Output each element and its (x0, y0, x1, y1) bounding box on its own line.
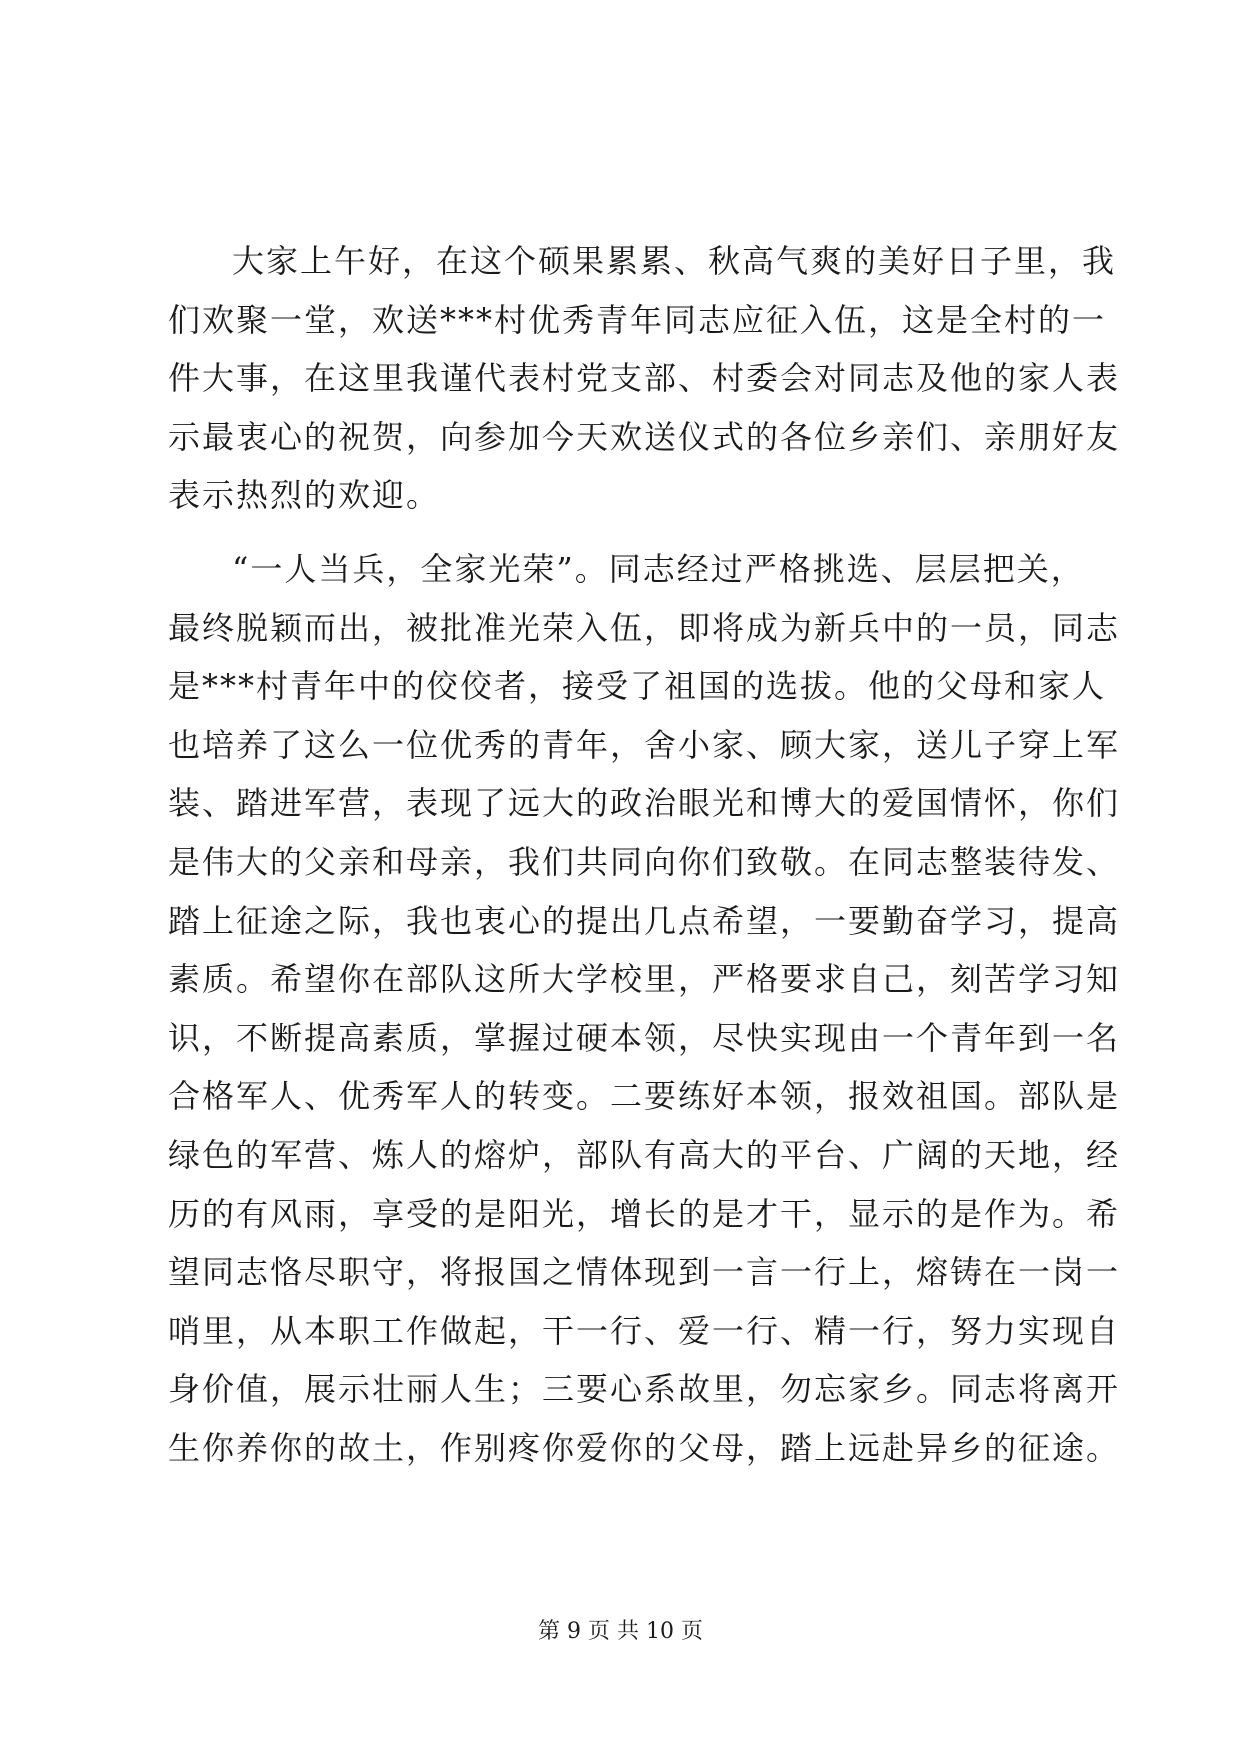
paragraph-line: 件大事，在这里我谨代表村党支部、村委会对同志及他的家人表 (168, 359, 1121, 398)
paragraph-line: “一人当兵，全家光荣”。同志经过严格挑选、层层把关， (232, 550, 1085, 588)
paragraph-2 (168, 540, 1121, 1478)
paragraph-line: 示最衷心的祝贺，向参加今天欢送仪式的各位乡亲们、亲朋好友 (168, 417, 1121, 456)
paragraph-line: 合格军人、优秀军人的转变。二要练好本领，报效祖国。部队是 (168, 1077, 1121, 1116)
paragraph-line: 装、踏进军营，表现了远大的政治眼光和博大的爱国情怀，你们 (168, 784, 1121, 823)
paragraph-line: 表示热烈的欢迎。 (168, 476, 441, 515)
page-number-footer: 第 9 页 共 10 页 (538, 1619, 703, 1644)
paragraph-line: 身价值，展示壮丽人生；三要心系故里，勿忘家乡。同志将离开 (168, 1370, 1121, 1409)
paragraph-line: 最终脱颖而出，被批准光荣入伍，即将成为新兵中的一员，同志 (168, 608, 1121, 647)
paragraph-line: 生你养你的故土，作别疼你爱你的父母，踏上远赴异乡的征途。 (168, 1428, 1121, 1467)
paragraph-line: 识，不断提高素质，掌握过硬本领，尽快实现由一个青年到一名 (168, 1018, 1121, 1057)
paragraph-line: 踏上征途之际，我也衷心的提出几点希望，一要勤奋学习，提高 (168, 901, 1121, 940)
paragraph-line: 历的有风雨，享受的是阳光，增长的是才干，显示的是作为。希 (168, 1194, 1121, 1233)
paragraph-line: 望同志恪尽职守，将报国之情体现到一言一行上，熔铸在一岗一 (168, 1253, 1121, 1292)
paragraph-line: 哨里，从本职工作做起，干一行、爱一行、精一行，努力实现自 (168, 1311, 1121, 1350)
paragraph-line: 素质。希望你在部队这所大学校里，严格要求自己，刻苦学习知 (168, 960, 1121, 999)
paragraph-line: 大家上午好，在这个硕果累累、秋高气爽的美好日子里，我 (232, 242, 1117, 280)
paragraph-1 (168, 232, 1121, 525)
paragraph-line: 也培养了这么一位优秀的青年，舍小家、顾大家，送儿子穿上军 (168, 725, 1121, 764)
paragraph-line: 绿色的军营、炼人的熔炉，部队有高大的平台、广阔的天地，经 (168, 1135, 1121, 1174)
paragraph-line: 是***村青年中的佼佼者，接受了祖国的选拔。他的父母和家人 (168, 667, 1107, 706)
paragraph-line: 是伟大的父亲和母亲，我们共同向你们致敬。在同志整装待发、 (168, 842, 1121, 881)
paragraph-line: 们欢聚一堂，欢送***村优秀青年同志应征入伍，这是全村的一 (168, 300, 1107, 339)
